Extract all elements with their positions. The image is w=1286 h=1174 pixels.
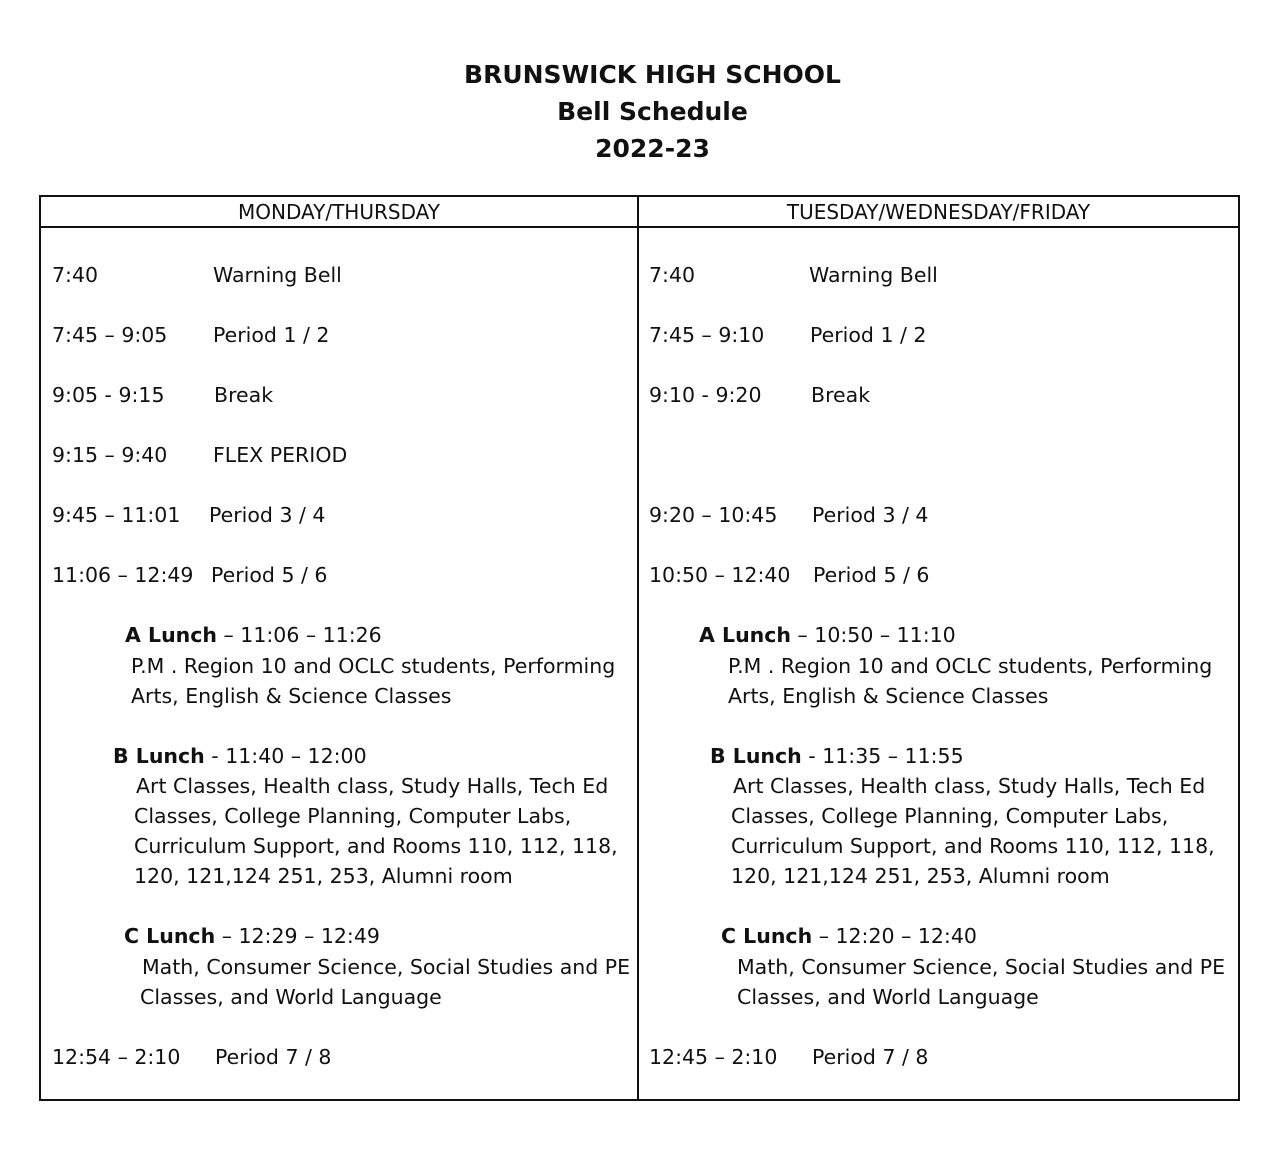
row-label: Period 1 / 2 [213, 323, 330, 347]
row-label: FLEX PERIOD [213, 443, 348, 467]
row-time: 7:45 – 9:05 [52, 323, 168, 347]
row-time: 9:10 - 9:20 [649, 383, 762, 407]
lunch-description-line: P.M . Region 10 and OCLC students, Performing [131, 654, 616, 678]
c-lunch-heading [721, 921, 977, 951]
lunch-description-line: Art Classes, Health class, Study Halls, Tech Ed [136, 774, 609, 798]
lunch-name: B Lunch [710, 744, 802, 768]
lunch-description-line: Classes, College Planning, Computer Labs, [134, 804, 572, 828]
lunch-time: – 11:06 – 11:26 [217, 623, 382, 647]
row-label: Period 3 / 4 [209, 503, 326, 527]
lunch-description-line: Classes, and World Language [737, 985, 1039, 1009]
school-year: 2022-23 [595, 134, 710, 163]
heading-tuesday-wednesday-friday: TUESDAY/WEDNESDAY/FRIDAY [786, 200, 1091, 224]
a-lunch-heading [125, 620, 382, 650]
lunch-description-line: Curriculum Support, and Rooms 110, 112, 118, [134, 834, 618, 858]
column-divider [637, 197, 639, 1099]
row-time: 10:50 – 12:40 [649, 563, 791, 587]
c-lunch-heading [124, 921, 380, 951]
lunch-name: B Lunch [113, 744, 205, 768]
lunch-description-line: 120, 121,124 251, 253, Alumni room [134, 864, 513, 888]
lunch-time: - 11:40 – 12:00 [204, 744, 367, 768]
row-label: Warning Bell [809, 263, 938, 287]
row-time: 7:40 [649, 263, 696, 287]
row-label: Break [811, 383, 871, 407]
row-time: 7:45 – 9:10 [649, 323, 765, 347]
row-time: 9:15 – 9:40 [52, 443, 168, 467]
row-label: Period 5 / 6 [813, 563, 930, 587]
b-lunch-heading [113, 741, 367, 771]
schedule-title: Bell Schedule [557, 97, 748, 126]
row-time: 9:45 – 11:01 [52, 503, 181, 527]
row-label: Period 5 / 6 [211, 563, 328, 587]
row-time: 12:54 – 2:10 [52, 1045, 181, 1069]
lunch-description-line: Curriculum Support, and Rooms 110, 112, 118, [731, 834, 1215, 858]
lunch-time: – 12:29 – 12:49 [215, 924, 380, 948]
row-label: Period 7 / 8 [812, 1045, 929, 1069]
lunch-description-line: P.M . Region 10 and OCLC students, Performing [728, 654, 1213, 678]
b-lunch-heading [710, 741, 964, 771]
lunch-time: – 12:20 – 12:40 [812, 924, 977, 948]
row-label: Warning Bell [213, 263, 342, 287]
row-label: Break [214, 383, 274, 407]
lunch-description-line: Classes, College Planning, Computer Labs, [731, 804, 1169, 828]
row-time: 9:05 - 9:15 [52, 383, 165, 407]
a-lunch-heading [699, 620, 956, 650]
row-label: Period 1 / 2 [810, 323, 927, 347]
lunch-time: – 10:50 – 11:10 [791, 623, 956, 647]
lunch-name: C Lunch [721, 924, 813, 948]
lunch-description-line: 120, 121,124 251, 253, Alumni room [731, 864, 1110, 888]
lunch-description-line: Math, Consumer Science, Social Studies and PE [142, 955, 631, 979]
lunch-description-line: Arts, English & Science Classes [728, 684, 1049, 708]
school-name: BRUNSWICK HIGH SCHOOL [464, 60, 841, 89]
row-time: 11:06 – 12:49 [52, 563, 194, 587]
lunch-name: A Lunch [125, 623, 217, 647]
lunch-name: A Lunch [699, 623, 791, 647]
row-label: Period 3 / 4 [812, 503, 929, 527]
row-label: Period 7 / 8 [215, 1045, 332, 1069]
lunch-description-line: Math, Consumer Science, Social Studies and PE [737, 955, 1226, 979]
header-divider [41, 226, 1238, 228]
heading-monday-thursday: MONDAY/THURSDAY [238, 200, 440, 224]
row-time: 12:45 – 2:10 [649, 1045, 778, 1069]
lunch-description-line: Arts, English & Science Classes [131, 684, 452, 708]
bell-schedule-table [39, 195, 1240, 1101]
row-time: 9:20 – 10:45 [649, 503, 778, 527]
lunch-description-line: Art Classes, Health class, Study Halls, Tech Ed [733, 774, 1206, 798]
row-time: 7:40 [52, 263, 99, 287]
lunch-description-line: Classes, and World Language [140, 985, 442, 1009]
lunch-name: C Lunch [124, 924, 216, 948]
lunch-time: - 11:35 – 11:55 [801, 744, 964, 768]
